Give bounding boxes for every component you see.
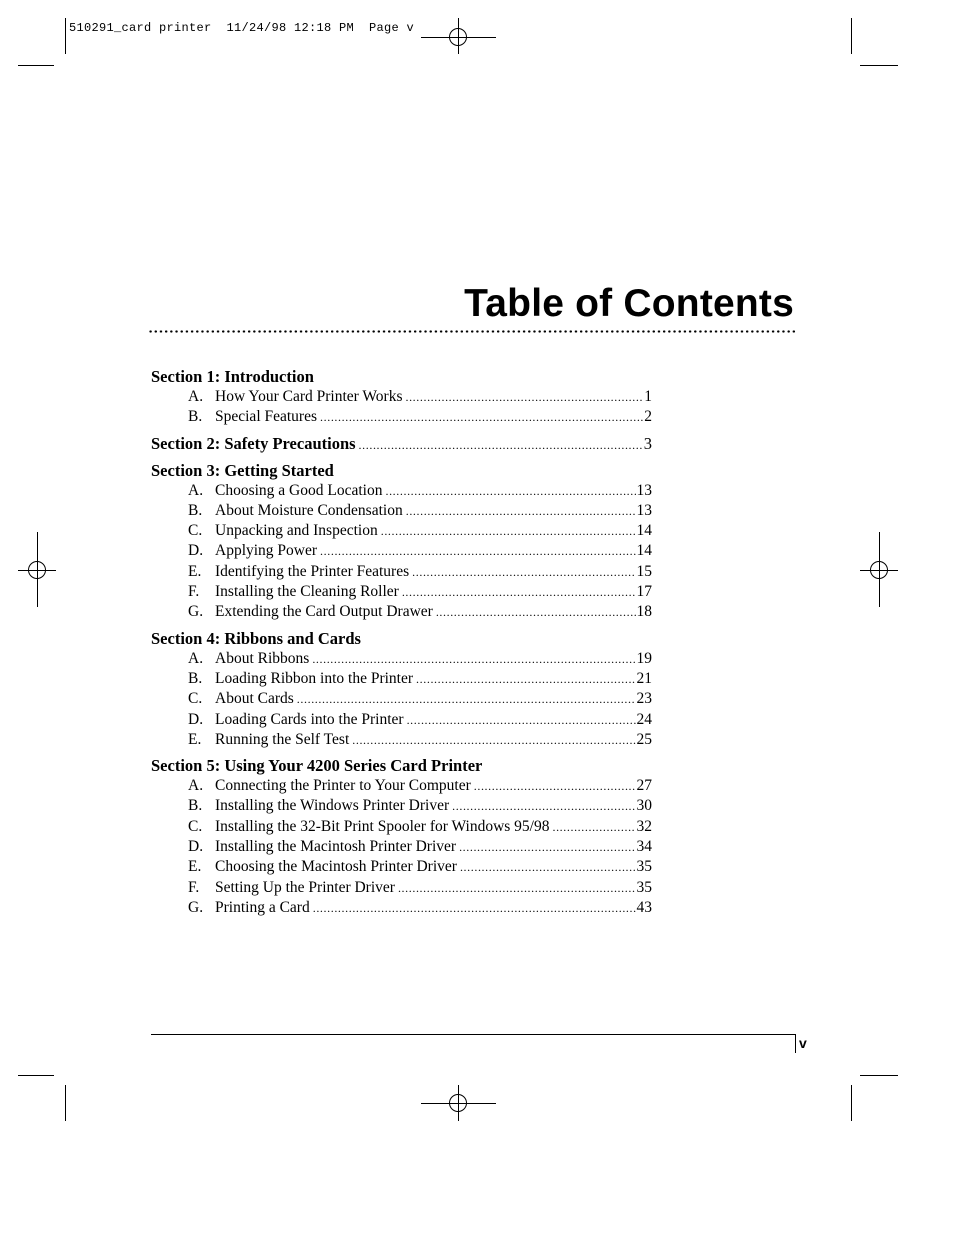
dot-leader [402, 582, 636, 602]
toc-entry[interactable] [151, 730, 652, 750]
entry-page-number: 35 [636, 878, 652, 896]
toc-entry[interactable] [151, 837, 652, 857]
entry-page-number: 15 [636, 562, 652, 580]
entry-page-number: 19 [636, 649, 652, 667]
entry-title: About Cards [215, 690, 294, 708]
entry-letter: A. [188, 649, 204, 667]
footer-rule-tick [795, 1034, 796, 1053]
crop-mark [65, 1085, 66, 1121]
toc-entry[interactable] [151, 878, 652, 898]
page-number: v [799, 1035, 807, 1051]
entry-page-number: 14 [636, 542, 652, 560]
toc-entry[interactable] [151, 582, 652, 602]
toc-entry[interactable] [151, 521, 652, 541]
page-title: Table of Contents [464, 282, 794, 325]
dot-leader [416, 669, 635, 689]
entry-title: Installing the Windows Printer Driver [215, 797, 450, 815]
toc-section-heading[interactable] [151, 434, 652, 455]
dot-leader [297, 689, 636, 709]
entry-title: Special Features [215, 408, 318, 426]
crop-mark [851, 18, 852, 54]
entry-page-number: 43 [636, 898, 652, 916]
entry-title: Choosing the Macintosh Printer Driver [215, 858, 457, 876]
entry-letter: A. [188, 388, 204, 405]
toc-entry[interactable] [151, 501, 652, 521]
dot-leader [398, 878, 636, 898]
entry-letter: E. [188, 730, 202, 748]
entry-page-number: 30 [636, 797, 652, 815]
entry-letter: D. [188, 710, 204, 728]
entry-title: Running the Self Test [215, 730, 350, 748]
entry-letter: F. [188, 583, 200, 601]
entry-page-number: 27 [636, 777, 652, 795]
entry-page-number: 24 [636, 710, 652, 728]
crop-mark [18, 65, 54, 66]
entry-title: Setting Up the Printer Driver [215, 878, 395, 896]
entry-letter: C. [188, 690, 203, 708]
crop-mark [18, 1075, 54, 1076]
entry-letter: C. [188, 522, 203, 540]
dot-leader [352, 730, 635, 750]
dot-leader [381, 521, 636, 541]
entry-letter: C. [188, 817, 203, 835]
section-label: Section 4: Ribbons and Cards [151, 628, 361, 648]
entry-page-number: 1 [644, 388, 652, 405]
toc-section-heading[interactable] [151, 629, 652, 649]
entry-title: Identifying the Printer Features [215, 562, 410, 580]
entry-title: Installing the 32-Bit Print Spooler for Windows 95/98 [215, 817, 550, 835]
entry-letter: B. [188, 797, 203, 815]
entry-title: About Ribbons [215, 649, 310, 667]
print-slug: 510291_card printer 11/24/98 12:18 PM Page v [69, 21, 415, 35]
section-label: Section 2: Safety Precautions [151, 433, 356, 453]
dot-leader [474, 776, 636, 796]
toc-entry[interactable] [151, 776, 652, 796]
crop-mark [851, 1085, 852, 1121]
entry-title: Installing the Macintosh Printer Driver [215, 838, 457, 856]
entry-page-number: 13 [636, 501, 652, 519]
entry-title: Applying Power [215, 542, 318, 560]
entry-title: About Moisture Condensation [215, 501, 403, 519]
entry-title: How Your Card Printer Works [215, 388, 403, 405]
toc-entry[interactable] [151, 481, 652, 501]
toc-entry[interactable] [151, 541, 652, 561]
entry-page-number: 25 [636, 730, 652, 748]
toc-entry[interactable] [151, 689, 652, 709]
toc-section-heading[interactable] [151, 756, 652, 776]
toc-entry[interactable] [151, 796, 652, 816]
dot-leader [320, 407, 643, 427]
dot-leader [452, 796, 635, 816]
toc-section-heading[interactable] [151, 367, 652, 387]
dot-leader [320, 541, 635, 561]
footer-rule [151, 1034, 796, 1035]
entry-page-number: 35 [636, 858, 652, 876]
toc-entry[interactable] [151, 602, 652, 622]
toc-entry[interactable] [151, 387, 652, 407]
entry-letter: A. [188, 481, 204, 499]
toc-entry[interactable] [151, 407, 652, 427]
entry-letter: F. [188, 878, 200, 896]
entry-title: Connecting the Printer to Your Computer [215, 777, 471, 795]
entry-letter: E. [188, 858, 202, 876]
toc-entry[interactable] [151, 562, 652, 582]
toc-entry[interactable] [151, 857, 652, 877]
entry-page-number: 2 [644, 408, 652, 426]
toc-entry[interactable] [151, 898, 652, 918]
entry-page-number: 34 [636, 838, 652, 856]
dot-leader [459, 837, 635, 857]
entry-page-number: 18 [636, 603, 652, 621]
dot-leader [312, 649, 635, 669]
section-label: Section 3: Getting Started [151, 460, 334, 480]
toc-entry[interactable] [151, 817, 652, 837]
entry-letter: B. [188, 501, 203, 519]
dotted-rule [148, 330, 796, 333]
entry-page-number: 32 [636, 817, 652, 835]
entry-letter: D. [188, 542, 204, 560]
entry-letter: B. [188, 669, 203, 687]
entry-page-number: 17 [636, 583, 652, 601]
table-of-contents [151, 367, 652, 918]
entry-letter: G. [188, 898, 204, 916]
entry-title: Printing a Card [215, 898, 310, 916]
entry-letter: G. [188, 603, 204, 621]
entry-title: Choosing a Good Location [215, 481, 383, 499]
toc-entry[interactable] [151, 710, 652, 730]
entry-title: Extending the Card Output Drawer [215, 603, 433, 621]
toc-section-heading[interactable] [151, 461, 652, 481]
dot-leader [552, 817, 635, 837]
toc-entry[interactable] [151, 669, 652, 689]
section-label: Section 1: Introduction [151, 367, 314, 386]
dot-leader [405, 387, 643, 407]
dot-leader [406, 501, 636, 521]
dot-leader [436, 602, 636, 622]
dot-leader [412, 562, 635, 582]
entry-title: Unpacking and Inspection [215, 522, 378, 540]
entry-letter: E. [188, 562, 202, 580]
entry-title: Installing the Cleaning Roller [215, 583, 399, 601]
dot-leader [407, 710, 636, 730]
crop-mark [860, 65, 898, 66]
entry-letter: A. [188, 777, 204, 795]
entry-title: Loading Ribbon into the Printer [215, 669, 414, 687]
entry-page-number: 14 [636, 522, 652, 540]
entry-letter: D. [188, 838, 204, 856]
crop-mark [65, 18, 66, 54]
dot-leader [385, 481, 635, 501]
entry-letter: B. [188, 408, 203, 426]
toc-entry[interactable] [151, 649, 652, 669]
crop-mark [860, 1075, 898, 1076]
dot-leader [313, 898, 636, 918]
section-page-number: 3 [643, 433, 652, 453]
section-label: Section 5: Using Your 4200 Series Card Printer [151, 756, 483, 776]
entry-page-number: 21 [636, 669, 652, 687]
dot-leader [460, 857, 636, 877]
dot-leader [359, 435, 643, 455]
entry-page-number: 13 [636, 481, 652, 499]
entry-title: Loading Cards into the Printer [215, 710, 404, 728]
entry-page-number: 23 [636, 690, 652, 708]
